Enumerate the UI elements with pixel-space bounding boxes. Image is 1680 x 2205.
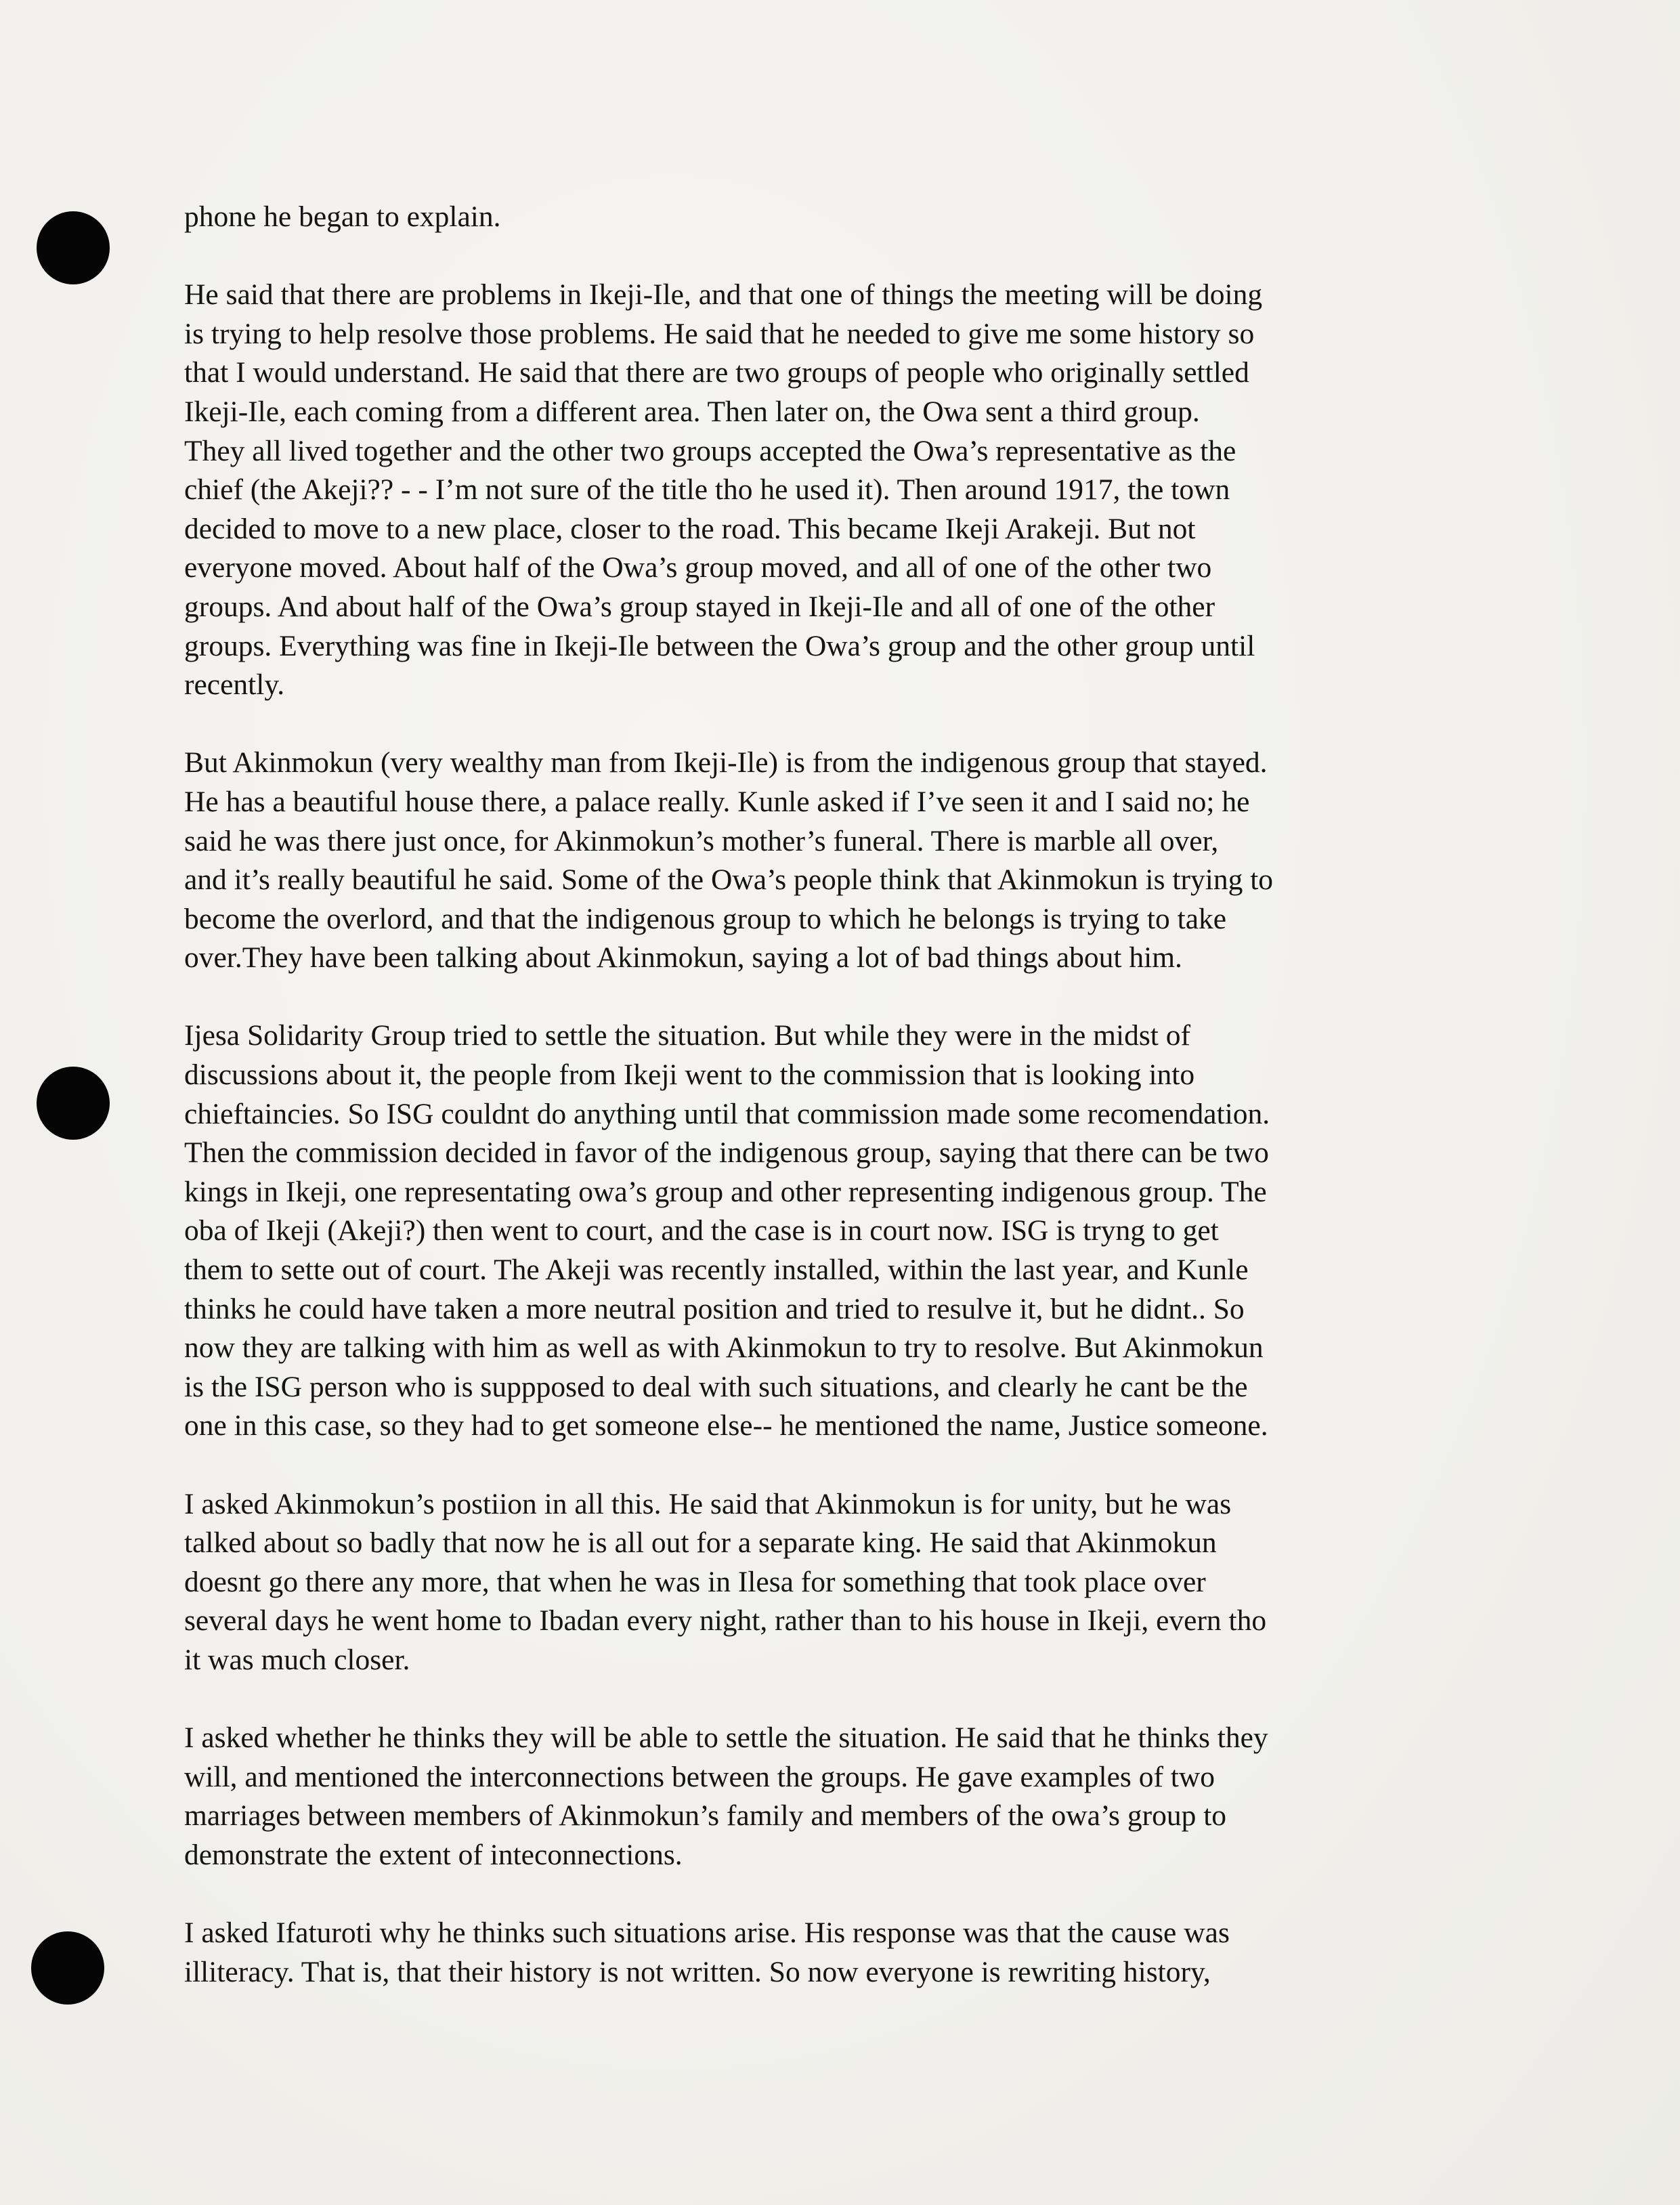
text-line: doesnt go there any more, that when he was in Ilesa for something that took place over — [184, 1565, 1206, 1598]
punch-hole-top — [37, 211, 110, 284]
text-line: one in this case, so they had to get someone else-- he mentioned the name, Justice someone. — [184, 1409, 1268, 1442]
text-line: and it’s really beautiful he said. Some of the Owa’s people think that Akinmokun is trying to — [184, 863, 1274, 897]
text-line: that I would understand. He said that there are two groups of people who originally settled — [184, 356, 1249, 389]
text-line: now they are talking with him as well as with Akinmokun to try to resolve. But Akinmokun — [184, 1331, 1264, 1365]
text-line: is the ISG person who is suppposed to deal with such situations, and clearly he cant be the — [184, 1370, 1248, 1403]
text-line: They all lived together and the other two groups accepted the Owa’s representative as the — [184, 434, 1236, 467]
text-line: everyone moved. About half of the Owa’s group moved, and all of one of the other two — [184, 551, 1212, 584]
paragraph-1 — [184, 198, 1484, 237]
text-line: recently. — [184, 668, 285, 702]
text-line: kings in Ikeji, one representating owa’s group and other representing indigenous group. The — [184, 1175, 1267, 1208]
text-line: is trying to help resolve those problems. He said that he needed to give me some history so — [184, 317, 1255, 350]
paragraph-5 — [184, 1485, 1484, 1680]
paragraph-3 — [184, 744, 1484, 978]
document-body — [184, 198, 1484, 2031]
text-line: He said that there are problems in Ikeji-Ile, and that one of things the meeting will be doing — [184, 278, 1263, 312]
text-line: will, and mentioned the interconnections between the groups. He gave examples of two — [184, 1760, 1215, 1793]
text-line: discussions about it, the people from Ikeji went to the commission that is looking into — [184, 1058, 1195, 1092]
text-line: chief (the Akeji?? - - I’m not sure of the title tho he used it). Then around 1917, the town — [184, 473, 1230, 507]
punch-hole-middle — [37, 1067, 110, 1140]
text-line: groups. And about half of the Owa’s group stayed in Ikeji-Ile and all of one of the other — [184, 590, 1215, 623]
text-line: oba of Ikeji (Akeji?) then went to court, and the case is in court now. ISG is tryng to get — [184, 1214, 1219, 1247]
text-line: it was much closer. — [184, 1643, 410, 1676]
text-line: several days he went home to Ibadan every night, rather than to his house in Ikeji, evern tho — [184, 1604, 1267, 1637]
text-line: thinks he could have taken a more neutral position and tried to resulve it, but he didnt.. So — [184, 1292, 1245, 1325]
text-line: decided to move to a new place, closer to the road. This became Ikeji Arakeji. But not — [184, 512, 1196, 545]
text-line: said he was there just once, for Akinmokun’s mother’s funeral. There is marble all over, — [184, 824, 1219, 857]
text-line: phone he began to explain. — [184, 200, 501, 233]
paragraph-7 — [184, 1914, 1484, 1992]
text-line: them to sette out of court. The Akeji was recently installed, within the last year, and Kunle — [184, 1254, 1249, 1287]
paragraph-6 — [184, 1719, 1484, 1875]
text-line: Ijesa Solidarity Group tried to settle the situation. But while they were in the midst of — [184, 1019, 1190, 1052]
text-line: over.They have been talking about Akinmokun, saying a lot of bad things about him. — [184, 941, 1182, 975]
text-line: Ikeji-Ile, each coming from a different area. Then later on, the Owa sent a third group. — [184, 395, 1200, 428]
text-line: marriages between members of Akinmokun’s family and members of the owa’s group to — [184, 1799, 1227, 1833]
paragraph-2 — [184, 276, 1484, 705]
text-line: Then the commission decided in favor of the indigenous group, saying that there can be two — [184, 1136, 1269, 1170]
text-line: I asked Ifaturoti why he thinks such situations arise. His response was that the cause was — [184, 1917, 1230, 1950]
text-line: groups. Everything was fine in Ikeji-Ile between the Owa’s group and the other group until — [184, 629, 1255, 662]
text-line: become the overlord, and that the indigenous group to which he belongs is trying to take — [184, 902, 1227, 935]
text-line: But Akinmokun (very wealthy man from Ikeji-Ile) is from the indigenous group that stayed. — [184, 746, 1268, 779]
text-line: I asked whether he thinks they will be able to settle the situation. He said that he thinks they — [184, 1721, 1268, 1755]
text-line: I asked Akinmokun’s postiion in all this. He said that Akinmokun is for unity, but he was — [184, 1487, 1232, 1520]
punch-hole-bottom — [31, 1931, 104, 2005]
text-line: illiteracy. That is, that their history is not written. So now everyone is rewriting history, — [184, 1955, 1211, 1988]
paragraph-4 — [184, 1016, 1484, 1446]
text-line: talked about so badly that now he is all out for a separate king. He said that Akinmokun — [184, 1526, 1217, 1560]
text-line: demonstrate the extent of inteconnections. — [184, 1838, 683, 1871]
text-line: He has a beautiful house there, a palace really. Kunle asked if I’ve seen it and I said no; he — [184, 785, 1250, 818]
text-line: chieftaincies. So ISG couldnt do anything until that commission made some recomendation. — [184, 1097, 1270, 1130]
